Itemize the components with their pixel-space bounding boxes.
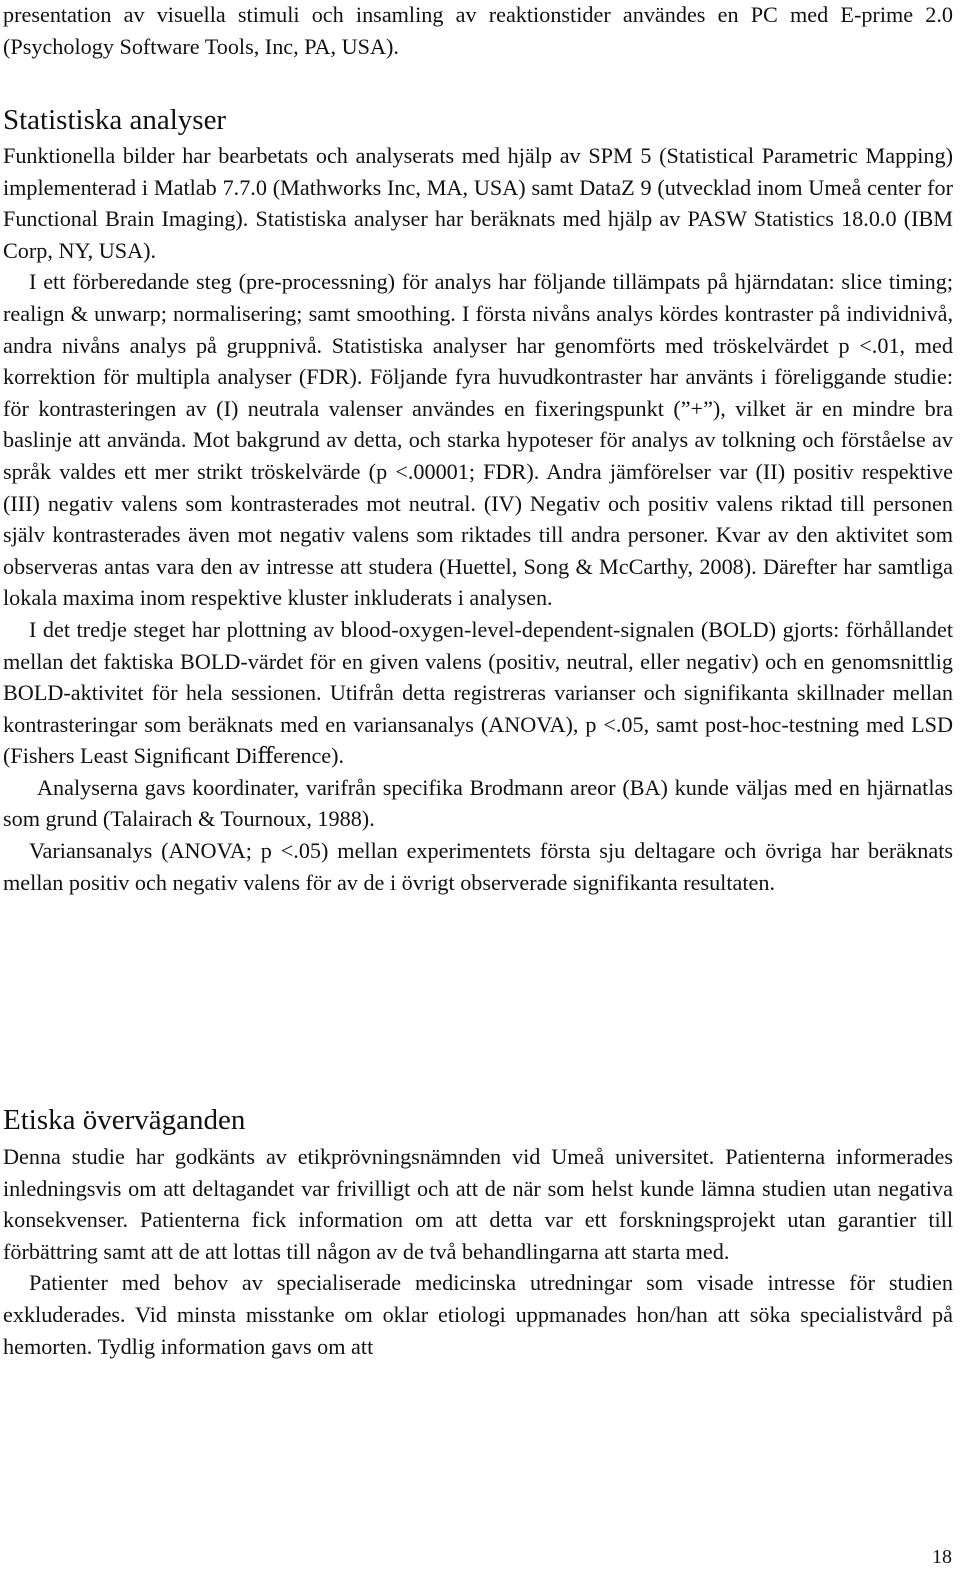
intro-section [3, 0, 953, 62]
statistics-paragraph-software: Funktionella bilder har bearbetats och analyserats med hjälp av SPM 5 (Statistical Parametric Mapping) implementerad i Matlab 7.7.0 (Mathworks Inc, MA, USA) samt DataZ 9 (utvecklad inom Umeå center for Functional Brain Imaging). Statistiska analyser har beräknats med hjälp av PASW Statistics 18.0.0 (IBM Corp, NY, USA). [3, 143, 953, 263]
statistics-paragraph-preprocessing: I ett förberedande steg (pre-processning) för analys har följande tillämpats på hjärndatan: slice timing; realign & unwarp; normalisering; samt smoothing. I första nivåns analys kördes kontraster på individnivå, andra nivåns analys på gruppnivå. Statistiska analyser har genomförts med tröskelvärdet p <.01, med korrektion för multipla analyser (FDR). Följande fyra huvudkontraster har använts i föreliggande studie: för kontrasteringen av (I) neutrala valenser användes en fixeringspunkt (”+”), vilket är en mindre bra baslinje att använda. Mot bakgrund av detta, och starka hypoteser för analys av tolkning och förståelse av språk valdes ett mer strikt tröskelvärde (p <.00001; FDR). Andra jämförelser var (II) positiv respektive (III) negativ valens som kontrasterades mot neutral. (IV) Negativ och positiv valens riktad till personen själv kontrasterades även mot negativ valens som riktades till andra personer. Kvar av den aktivitet som observeras antas vara den av intresse att studera (Huettel, Song & McCarthy, 2008). Därefter har samtliga lokala maxima inom respektive kluster inkluderats i analysen. [3, 269, 953, 611]
statistics-paragraph-anova: Variansanalys (ANOVA; p <.05) mellan experimentets första sju deltagare och övriga har beräknats mellan positiv och negativ valens för av de i övrigt observerade signifikanta resultaten. [3, 838, 953, 895]
section-heading-statistical-analyses: Statistiska analyser [3, 104, 227, 136]
ethics-section [3, 1141, 953, 1362]
intro-paragraph: presentation av visuella stimuli och insamling av reaktionstider användes en PC med E-prime 2.0 (Psychology Software Tools, Inc, PA, USA). [3, 2, 953, 59]
statistics-section [3, 140, 953, 898]
ethics-paragraph-approval: Denna studie har godkänts av etikprövningsnämnden vid Umeå universitet. Patienterna informerades inledningsvis om att deltagandet var frivilligt och att de när som helst kunde lämna studien utan negativa konsekvenser. Patienterna fick information om att detta var ett forskningsprojekt utan garantier till förbättring samt att de att lottas till någon av de två behandlingarna att starta med. [3, 1144, 953, 1264]
page-number: 18 [932, 1546, 952, 1568]
statistics-paragraph-bold: I det tredje steget har plottning av blood-oxygen-level-dependent-signalen (BOLD) gjorts: förhållandet mellan det faktiska BOLD-värdet för en given valens (positiv, neutral, eller negativ) och en genomsnittlig BOLD-aktivitet för hela sessionen. Utifrån detta registreras varianser och signifikanta skillnader mellan kontrasteringar som beräknats med en variansanalys (ANOVA), p <.05, samt post-hoc-testning med LSD (Fishers Least Signiﬁcant Diﬀerence). [3, 616, 953, 769]
ethics-paragraph-exclusion: Patienter med behov av specialiserade medicinska utredningar som visade intresse för studien exkluderades. Vid minsta misstanke om oklar etiologi uppmanades hon/han att söka specialistvård på hemorten. Tydlig information gavs om att [3, 1270, 953, 1359]
section-heading-ethics: Etiska överväganden [3, 1104, 246, 1136]
statistics-paragraph-brodmann: Analyserna gavs koordinater, varifrån specifika Brodmann areor (BA) kunde väljas med en hjärnatlas som grund (Talairach & Tournoux, 1988). [3, 774, 953, 832]
